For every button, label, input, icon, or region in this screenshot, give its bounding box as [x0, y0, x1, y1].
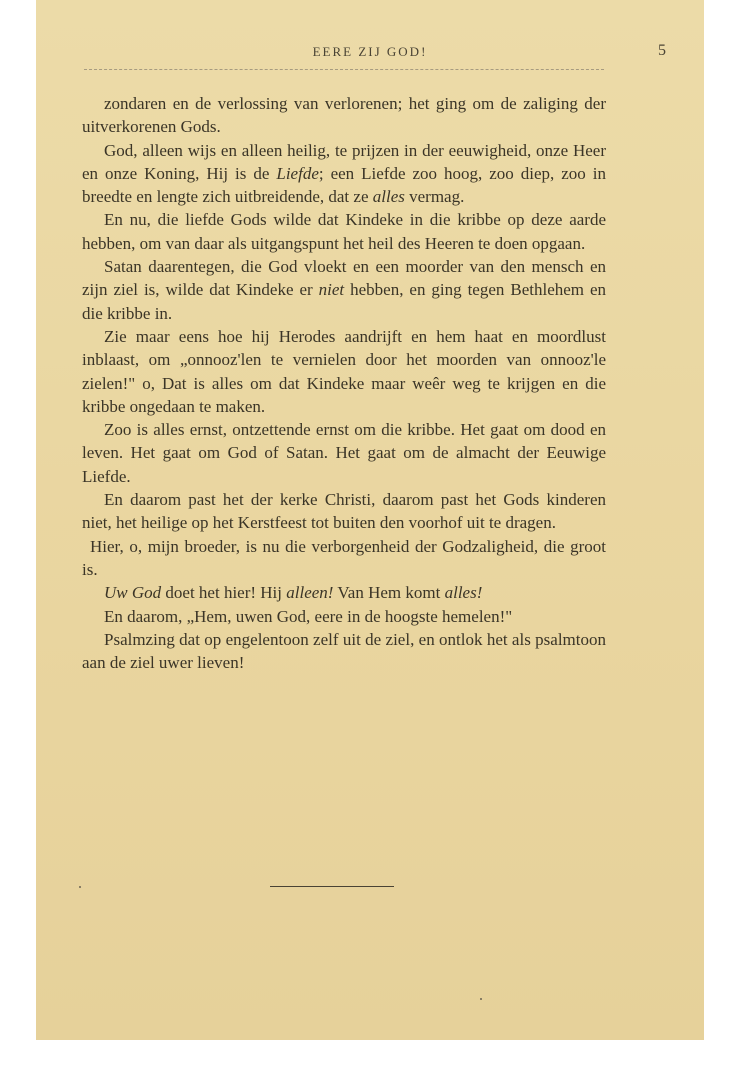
running-head — [36, 44, 704, 64]
paragraph — [82, 535, 606, 582]
paragraph — [82, 581, 606, 604]
closing-rule — [270, 886, 394, 887]
italic-text: alles! — [444, 583, 483, 603]
italic-text: Uw God — [104, 583, 162, 603]
paragraph — [82, 605, 606, 628]
text-run: En daarom past het der kerke Christi, daarom past het Gods kinderen niet, het heilige op het Kerstfeest tot buiten den voorhof uit te dragen. — [82, 490, 606, 533]
text-run: Psalmzing dat op engelentoon zelf uit de ziel, en ontlok het als psalmtoon aan de ziel uwer lieven! — [82, 629, 606, 673]
italic-text: Liefde — [276, 163, 319, 183]
text-run: Zoo is alles ernst, ontzettende ernst om die kribbe. Het gaat om dood en leven. Het gaat om God of Satan. Het gaat om de almacht der Eeuwige Liefde. — [82, 420, 606, 486]
paragraph — [82, 488, 606, 535]
running-head-title: EERE ZIJ GOD! — [312, 44, 428, 59]
body-text — [82, 92, 606, 674]
text-run: vermag. — [404, 187, 465, 207]
text-run: Hier, o, mijn broeder, is nu die verborgenheid der Godzaligheid, die groot is. — [82, 536, 606, 579]
paper-speck — [79, 886, 81, 888]
paper-speck — [480, 998, 482, 1000]
paragraph — [82, 139, 606, 209]
paragraph — [82, 325, 606, 418]
header-rule — [84, 69, 604, 74]
paragraph — [82, 255, 606, 325]
book-page — [36, 0, 704, 1040]
text-run: ; een Liefde zoo hoog, zoo diep, zoo in breedte en lengte zich uitbreidende, dat ze — [82, 163, 606, 207]
paragraph — [82, 418, 606, 488]
page-number: 5 — [658, 42, 666, 59]
paragraph — [82, 208, 606, 255]
italic-text: niet — [318, 280, 345, 300]
text-run: En nu, die liefde Gods wilde dat Kindeke in die kribbe op deze aarde hebben, om van daar als uitgangspunt het heil des Heeren te doen opgaan. — [82, 210, 606, 253]
italic-text: alleen! — [286, 583, 334, 603]
text-run: En daarom, „Hem, uwen God, eere in de hoogste hemelen!" — [104, 606, 513, 626]
text-run: God, alleen wijs en alleen heilig, te prijzen in der eeuwigheid, onze Heer en onze Koning, Hij is de — [82, 140, 606, 183]
text-run: Van Hem komt — [333, 583, 445, 603]
text-run: Zie maar eens hoe hij Herodes aandrijft en hem haat en moordlust inblaast, om „onnooz'len te vernielen door het moorden van onnooz'le zielen!" o, Dat is alles om dat Kindeke maar weêr weg te krijgen en die kribbe ongedaan te maken. — [82, 326, 606, 416]
text-run: doet het hier! Hij — [161, 583, 287, 603]
paragraph — [82, 628, 606, 675]
text-run: hebben, en ging tegen Bethlehem en die kribbe in. — [82, 280, 607, 323]
text-run: Satan daarentegen, die God vloekt en een moorder van den mensch en zijn ziel is, wilde dat Kindeke er — [82, 257, 606, 300]
italic-text: alles — [372, 187, 405, 207]
text-run: zondaren en de verlossing van verlorenen; het ging om de zaliging der uitverkorenen Gods. — [82, 94, 606, 137]
paragraph — [82, 92, 606, 139]
